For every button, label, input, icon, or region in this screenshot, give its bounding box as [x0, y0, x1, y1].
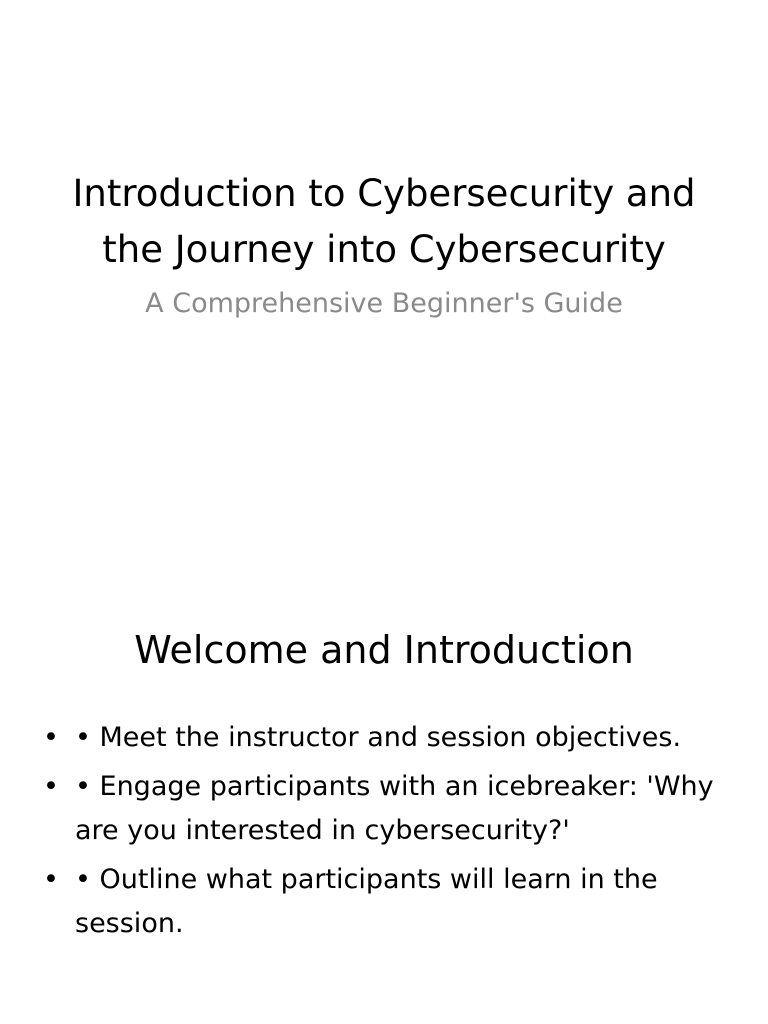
slide-subtitle: A Comprehensive Beginner's Guide: [145, 288, 623, 319]
list-item: [40, 716, 730, 760]
section-title: Welcome and Introduction: [134, 628, 634, 672]
bullet-marker: •: [43, 864, 59, 895]
list-item: [40, 765, 730, 853]
bullet-marker: •: [43, 722, 59, 753]
bullet-marker: •: [43, 771, 59, 802]
list-item-text: • Meet the instructor and session objectives.: [75, 722, 682, 753]
bullet-list: [40, 716, 730, 951]
list-item-text: • Outline what participants will learn in the session.: [75, 864, 658, 939]
title-block: [60, 166, 708, 324]
content-slide: [0, 512, 768, 1024]
list-item-text: • Engage participants with an icebreaker: 'Why are you interested in cybersecurity?': [75, 771, 714, 846]
list-item: [40, 858, 730, 946]
slide-title: Introduction to Cybersecurity and the Journey into Cybersecurity: [72, 172, 696, 271]
